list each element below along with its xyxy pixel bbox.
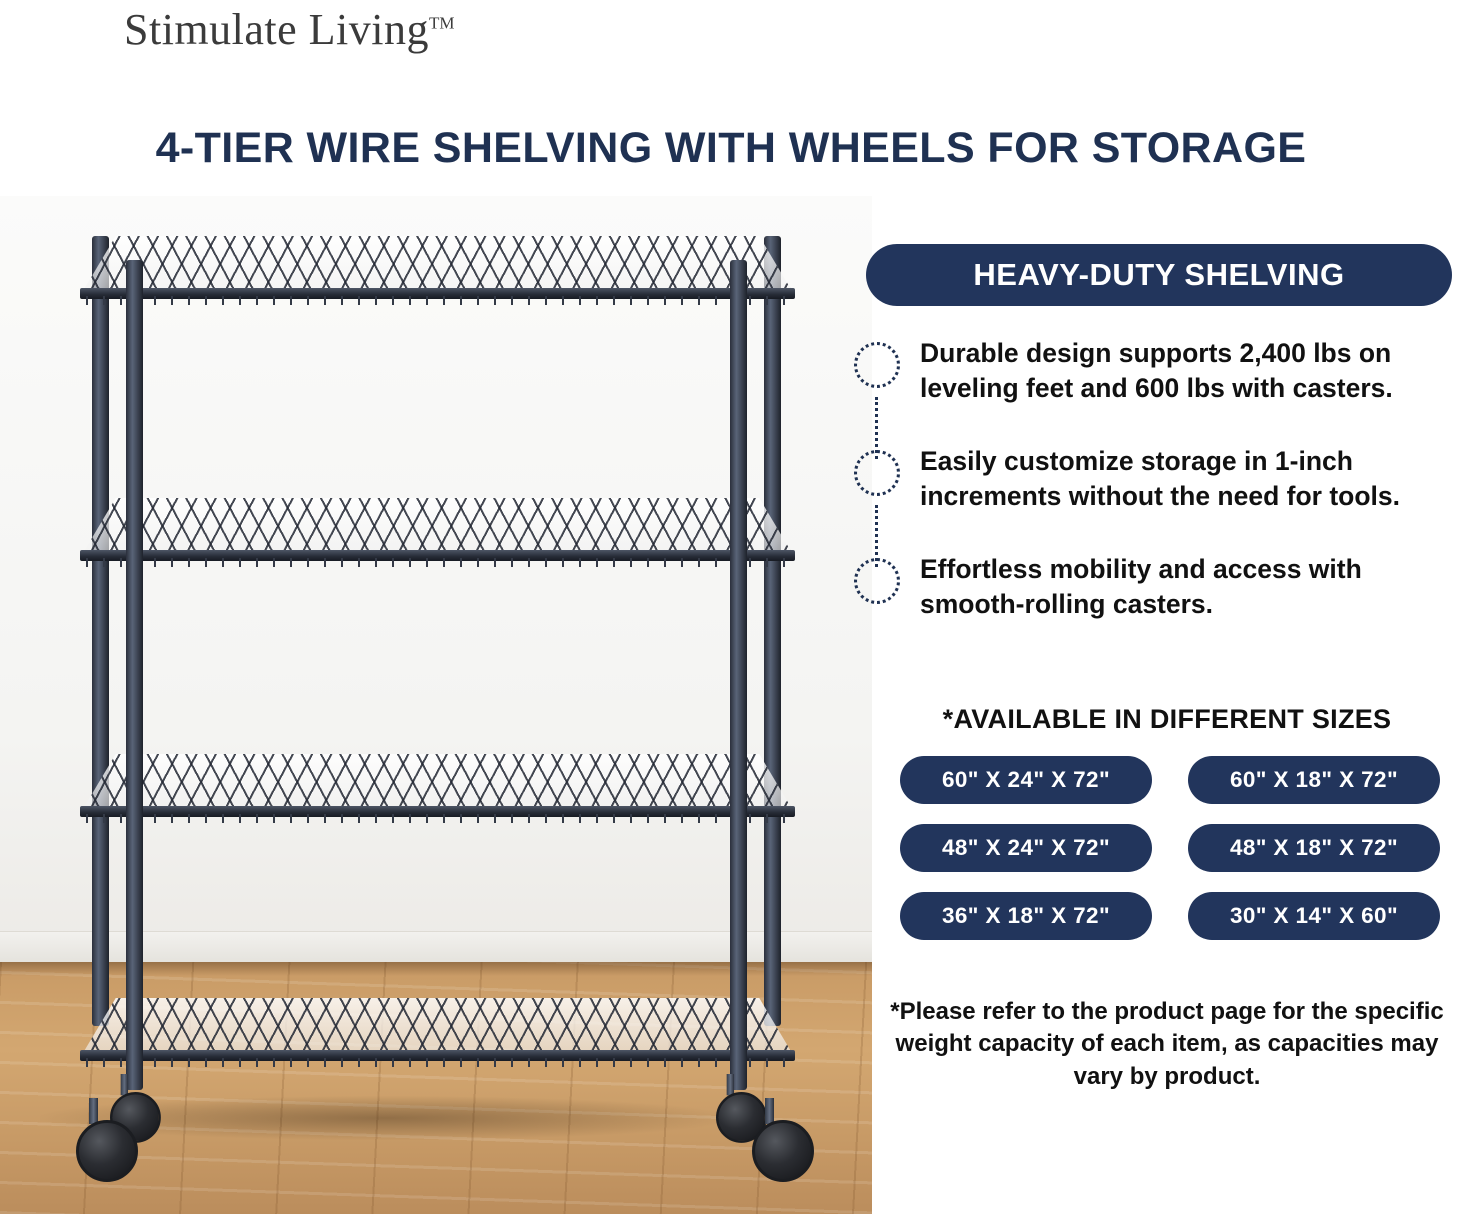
caster-wheel bbox=[752, 1120, 814, 1182]
size-option[interactable]: 48" X 24" X 72" bbox=[900, 824, 1152, 872]
feature-text: Durable design supports 2,400 lbs on leveling feet and 600 lbs with casters. bbox=[920, 338, 1393, 403]
shelf-mesh-top bbox=[80, 236, 795, 296]
size-options-grid bbox=[900, 756, 1440, 940]
shelf-mesh-top bbox=[80, 998, 795, 1058]
size-option[interactable]: 60" X 18" X 72" bbox=[1188, 756, 1440, 804]
caster-wheel bbox=[76, 1120, 138, 1182]
shelf-tier-4 bbox=[80, 998, 795, 1076]
caster-stem bbox=[121, 1074, 128, 1095]
shelf-front-wires bbox=[86, 558, 789, 567]
shelf-mesh-top bbox=[80, 498, 795, 558]
feature-list bbox=[854, 336, 1462, 660]
trademark-symbol: TM bbox=[428, 13, 455, 33]
shelf-front-wires bbox=[86, 1058, 789, 1067]
size-option[interactable]: 30" X 14" X 60" bbox=[1188, 892, 1440, 940]
size-option[interactable]: 36" X 18" X 72" bbox=[900, 892, 1152, 940]
bullet-dot-icon bbox=[854, 342, 900, 388]
list-item bbox=[854, 444, 1462, 518]
shelf-front-wires bbox=[86, 814, 789, 823]
size-option[interactable]: 60" X 24" X 72" bbox=[900, 756, 1152, 804]
bullet-dot-icon bbox=[854, 450, 900, 496]
panel-title: HEAVY-DUTY SHELVING bbox=[866, 244, 1452, 306]
brand-name: Stimulate Living bbox=[124, 5, 429, 54]
feature-text: Effortless mobility and access with smooth-rolling casters. bbox=[920, 554, 1362, 619]
post-right-front bbox=[730, 260, 747, 1090]
post-left-front bbox=[126, 260, 143, 1090]
shelf-tier-2 bbox=[80, 498, 795, 576]
shelf-mesh-top bbox=[80, 754, 795, 814]
shelf-tier-3 bbox=[80, 754, 795, 832]
page-title: 4-TIER WIRE SHELVING WITH WHEELS FOR STORAGE bbox=[155, 124, 1307, 172]
caster-stem bbox=[765, 1098, 774, 1124]
wire-shelving-unit bbox=[80, 236, 810, 1156]
bullet-dot-icon bbox=[854, 558, 900, 604]
post-left-back bbox=[92, 236, 109, 1026]
sizes-heading: *AVAILABLE IN DIFFERENT SIZES bbox=[942, 704, 1392, 734]
feature-text: Easily customize storage in 1-inch increments without the need for tools. bbox=[920, 446, 1400, 511]
list-item bbox=[854, 552, 1462, 626]
shelf-front-wires bbox=[86, 296, 789, 305]
size-option[interactable]: 48" X 18" X 72" bbox=[1188, 824, 1440, 872]
caster-stem bbox=[89, 1098, 98, 1124]
caster-stem bbox=[727, 1074, 734, 1095]
list-item bbox=[854, 336, 1462, 410]
disclaimer-text: *Please refer to the product page for the specific weight capacity of each item, as capacities may vary by product. bbox=[890, 998, 1444, 1090]
post-right-back bbox=[764, 236, 781, 1026]
product-photo bbox=[0, 196, 872, 1214]
feature-panel bbox=[872, 196, 1462, 1214]
shelf-tier-1 bbox=[80, 236, 795, 314]
brand-wordmark bbox=[124, 4, 454, 55]
